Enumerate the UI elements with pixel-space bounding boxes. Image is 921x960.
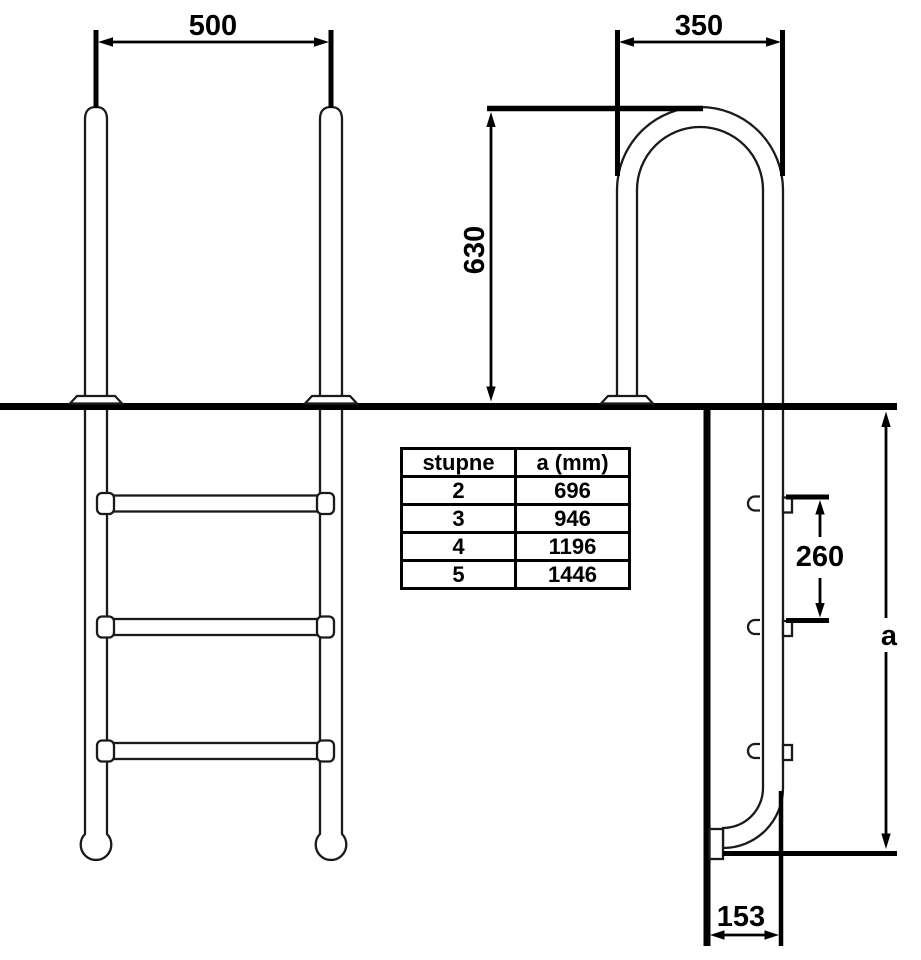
dim-500-arrow-right [314, 37, 329, 47]
dim-500-arrow-left [98, 37, 113, 47]
flange-front-left [70, 396, 122, 404]
side-rung-1-bump [748, 497, 760, 511]
table-row [402, 533, 630, 561]
steps-cell: 2 [402, 477, 516, 505]
steps-table-header-row [402, 449, 630, 477]
a-value-cell: 696 [516, 477, 630, 505]
steps-table-header-a-mm: a (mm) [516, 449, 630, 477]
table-row [402, 477, 630, 505]
dim-153-arrow-right [765, 930, 780, 939]
steps-cell: 4 [402, 533, 516, 561]
steps-table-header-stupne: stupne [402, 449, 516, 477]
side-handrail-tube [617, 107, 783, 848]
dim-350-arrow-left [619, 37, 634, 47]
dim-630-arrow-bottom [486, 387, 495, 402]
wall-bracket [710, 829, 724, 859]
dimension-500-label: 500 [188, 10, 238, 42]
side-rung-1-tab [783, 498, 792, 513]
deck-flanges [70, 396, 653, 404]
a-value-cell: 1196 [516, 533, 630, 561]
flange-side-leg [601, 396, 653, 404]
dim-a-arrow-up [881, 412, 890, 428]
dimension-630-label: 630 [459, 225, 491, 275]
steps-table [400, 447, 631, 590]
front-rung-1 [97, 493, 334, 514]
dimension-a-label: a [880, 620, 898, 652]
dimension-153-label: 153 [716, 901, 766, 933]
table-row [402, 505, 630, 533]
a-value-cell: 1446 [516, 561, 630, 589]
dimension-260-label: 260 [795, 541, 845, 573]
dimension-260 [786, 497, 844, 621]
dim-260-arrow-down [815, 603, 824, 618]
table-row [402, 561, 630, 589]
dimension-500 [96, 10, 331, 108]
side-rung-3-tab [783, 745, 792, 760]
side-rung-2-tab [783, 621, 792, 636]
side-rung-3-bump [748, 744, 760, 758]
dim-a-arrow-down [881, 834, 890, 850]
dimension-350-label: 350 [674, 10, 724, 42]
dimension-630 [459, 109, 703, 402]
side-rung-2-bump [748, 620, 760, 634]
dim-350-arrow-right [766, 37, 781, 47]
flange-front-right [305, 396, 357, 404]
a-value-cell: 946 [516, 505, 630, 533]
front-rung-2 [97, 617, 334, 638]
dim-630-arrow-top [486, 112, 495, 127]
front-view [81, 107, 347, 860]
steps-cell: 3 [402, 505, 516, 533]
steps-cell: 5 [402, 561, 516, 589]
front-rung-3 [97, 741, 334, 762]
dim-260-arrow-up [815, 500, 824, 515]
